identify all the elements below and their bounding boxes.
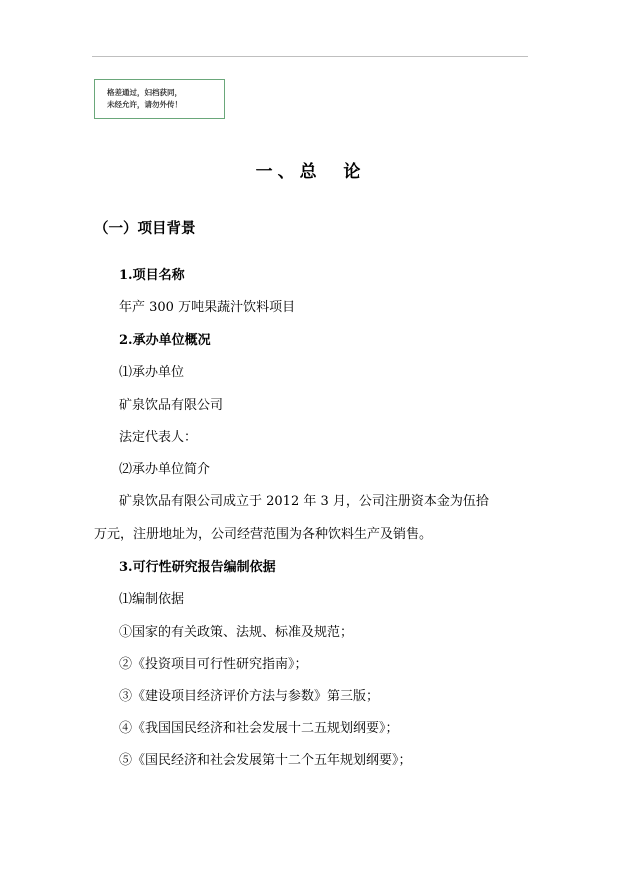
section-title: （一）项目背景: [94, 220, 196, 237]
intro-paragraph-line-2: 万元，注册地址为，公司经营范围为各种饮料生产及销售。: [94, 527, 433, 542]
chapter-title: 一、总 论: [255, 162, 366, 182]
company-name-text: 矿泉饮品有限公司: [119, 398, 224, 413]
stamp-line-1: 格差通过，妇档获同，: [107, 88, 182, 97]
basis-list-item: ②《投资项目可行性研究指南》；: [119, 657, 308, 672]
subheading-organizer-intro: ⑵承办单位简介: [119, 462, 211, 477]
basis-list-item: ③《建设项目经济评价方法与参数》第三版；: [119, 689, 380, 704]
heading-organizer: 2.承办单位概况: [119, 333, 211, 348]
basis-list-item: ④《我国国民经济和社会发展十二五规划纲要》；: [119, 721, 399, 736]
header-rule: [92, 56, 528, 57]
basis-list-item: ①国家的有关政策、法规、标准及规范；: [119, 625, 354, 640]
heading-feasibility-basis: 3.可行性研究报告编制依据: [119, 560, 276, 575]
legal-representative-text: 法定代表人：: [119, 430, 198, 445]
subheading-basis: ⑴编制依据: [119, 592, 185, 607]
stamp-line-2: 未经允许，请勿外传！: [107, 100, 182, 109]
intro-paragraph-line-1: 矿泉饮品有限公司成立于 2012 年 3 月，公司注册资本金为伍拾: [119, 494, 489, 509]
subheading-organizer-unit: ⑴承办单位: [119, 365, 185, 380]
basis-list-item: ⑤《国民经济和社会发展第十二个五年规划纲要》；: [119, 753, 412, 768]
project-name-text: 年产 300 万吨果蔬汁饮料项目: [119, 300, 296, 315]
watermark-stamp: [94, 79, 225, 119]
heading-project-name: 1.项目名称: [119, 268, 185, 283]
